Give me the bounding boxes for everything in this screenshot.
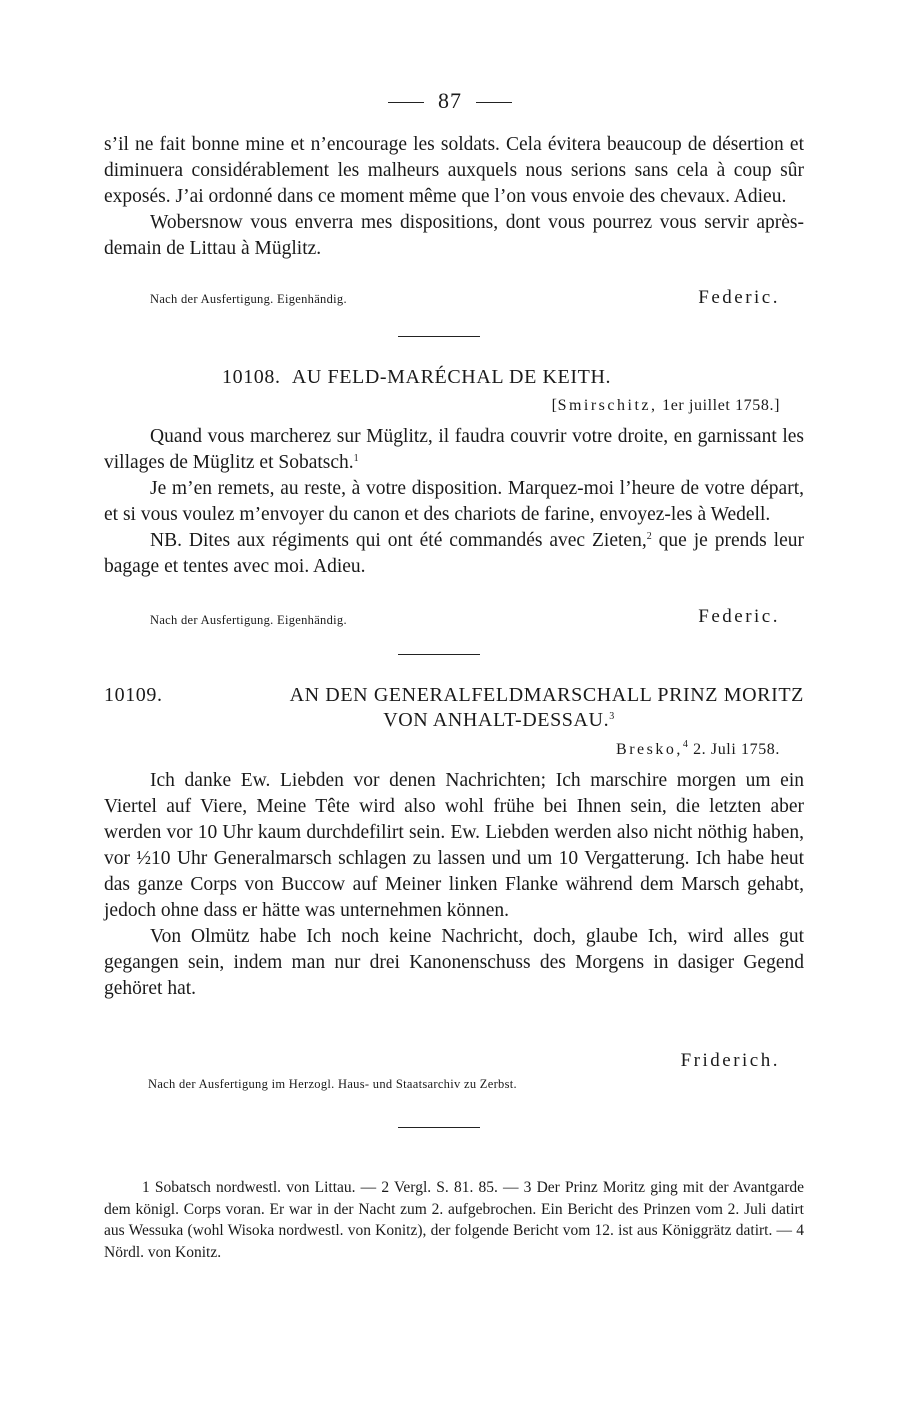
paragraph-text: que je prends leur bagage et tentes avec moi. Adieu.	[104, 530, 804, 577]
footnote-ref: 4	[682, 739, 689, 750]
letter-number: 10109.	[104, 684, 163, 706]
footnote-ref: 1	[353, 453, 359, 464]
place-date	[616, 741, 780, 759]
source-note: Nach der Ausfertigung im Herzogl. Haus- und Staatsarchiv zu Zerbst.	[148, 1077, 517, 1091]
paragraph: Von Olmütz habe Ich noch keine Nachricht, doch, glaube Ich, wird alles gut gegangen sein, indem man nur drei Kanonenschuss des Morgens in dasiger Gegend gehöret hat.	[104, 926, 804, 999]
paragraph: Je m’en remets, au reste, à votre disposition. Marquez-moi l’heure de votre départ, et si vous voulez m’envoyer du canon et des chariots de farine, envoyez-les à Wedell.	[104, 478, 804, 525]
place-date: [Smirschitz, 1er juillet 1758.]	[551, 397, 780, 414]
letter-heading	[104, 684, 804, 732]
page-number-dash-right	[476, 102, 512, 103]
source-note: Nach der Ausfertigung. Eigenhändig.	[150, 613, 347, 627]
section-divider	[398, 336, 480, 337]
page-number-line	[0, 88, 900, 114]
paragraph-text: Quand vous marcherez sur Müglitz, il faudra couvrir votre droite, en garnissant les villages de Müglitz et Sobatsch.	[104, 426, 804, 473]
footnote-ref: 2	[646, 531, 652, 542]
section-divider	[398, 654, 480, 655]
paragraph: s’il ne fait bonne mine et n’encourage les soldats. Cela évitera beaucoup de désertion et diminuera considérablement les malheurs auxquels nous serions sans cela à coup sûr exposés. J’ai ordonné dans ce moment même que l’on vous envoie des chevaux. Adieu.	[104, 134, 804, 207]
letter-title: VON ANHALT-DESSAU.	[383, 709, 610, 731]
paragraph: Wobersnow vous enverra mes dispositions, dont vous pourrez vous servir après-demain de Littau à Müglitz.	[104, 212, 804, 259]
letter-heading-line1	[104, 684, 804, 707]
letter-heading	[222, 366, 611, 389]
page-number-dash-left	[388, 102, 424, 103]
footnote-ref: 3	[609, 711, 615, 722]
place: Smirschitz,	[557, 397, 658, 414]
letter-number: 10108.	[222, 366, 281, 388]
date: 1er juillet 1758.]	[662, 397, 780, 414]
letter-body	[104, 424, 804, 580]
signature: Federic.	[698, 606, 780, 627]
letter-heading-line2	[104, 709, 804, 732]
footnote-text: 1 Sobatsch nordwestl. von Littau. — 2 Vergl. S. 81. 85. — 3 Der Prinz Moritz ging mit der Avantgarde dem königl. Corps voran. Er war in der Nacht zum 2. aufgebrochen. Ein Bericht des Prinzen vom 2. Juli datirt aus Wessuka (wohl Wisoka nordwestl. von Konitz), der folgende Bericht vom 12. ist aus Königgrätz datirt. — 4 Nördl. von Konitz.	[104, 1179, 804, 1261]
place: Bresko,	[616, 741, 683, 758]
footnotes	[104, 1177, 804, 1263]
date: 2. Juli 1758.	[693, 741, 780, 758]
letter-title: AU FELD-MARÉCHAL DE KEITH.	[291, 366, 612, 388]
section-divider	[398, 1127, 480, 1128]
source-note: Nach der Ausfertigung. Eigenhändig.	[150, 292, 347, 306]
signature: Federic.	[698, 287, 780, 308]
page-number: 87	[438, 88, 462, 113]
previous-letter-continuation	[104, 132, 804, 262]
paragraph: Ich danke Ew. Liebden vor denen Nachrichten; Ich marschire morgen um ein Viertel auf Viere, Meine Tête wird also wohl frühe bei Ihnen sein, die letzten aber werden vor 10 Uhr kaum durchdefilirt sein. Ew. Liebden werden also nicht nöthig haben, vor ½10 Uhr Generalmarsch schlagen zu lassen und um 10 Vergatterung. Ich habe heut das ganze Corps von Buccow auf Meiner linken Flanke während dem Marsch gehabt, jedoch ohne dass er hätte was unternehmen können.	[104, 770, 804, 921]
paragraph-text: NB. Dites aux régiments qui ont été commandés avec Zieten,	[150, 530, 647, 551]
paragraph	[104, 424, 804, 476]
letter-title: AN DEN GENERALFELDMARSCHALL PRINZ MORITZ	[289, 684, 804, 706]
paragraph	[104, 528, 804, 580]
signature: Friderich.	[680, 1050, 780, 1071]
letter-body	[104, 768, 804, 1002]
